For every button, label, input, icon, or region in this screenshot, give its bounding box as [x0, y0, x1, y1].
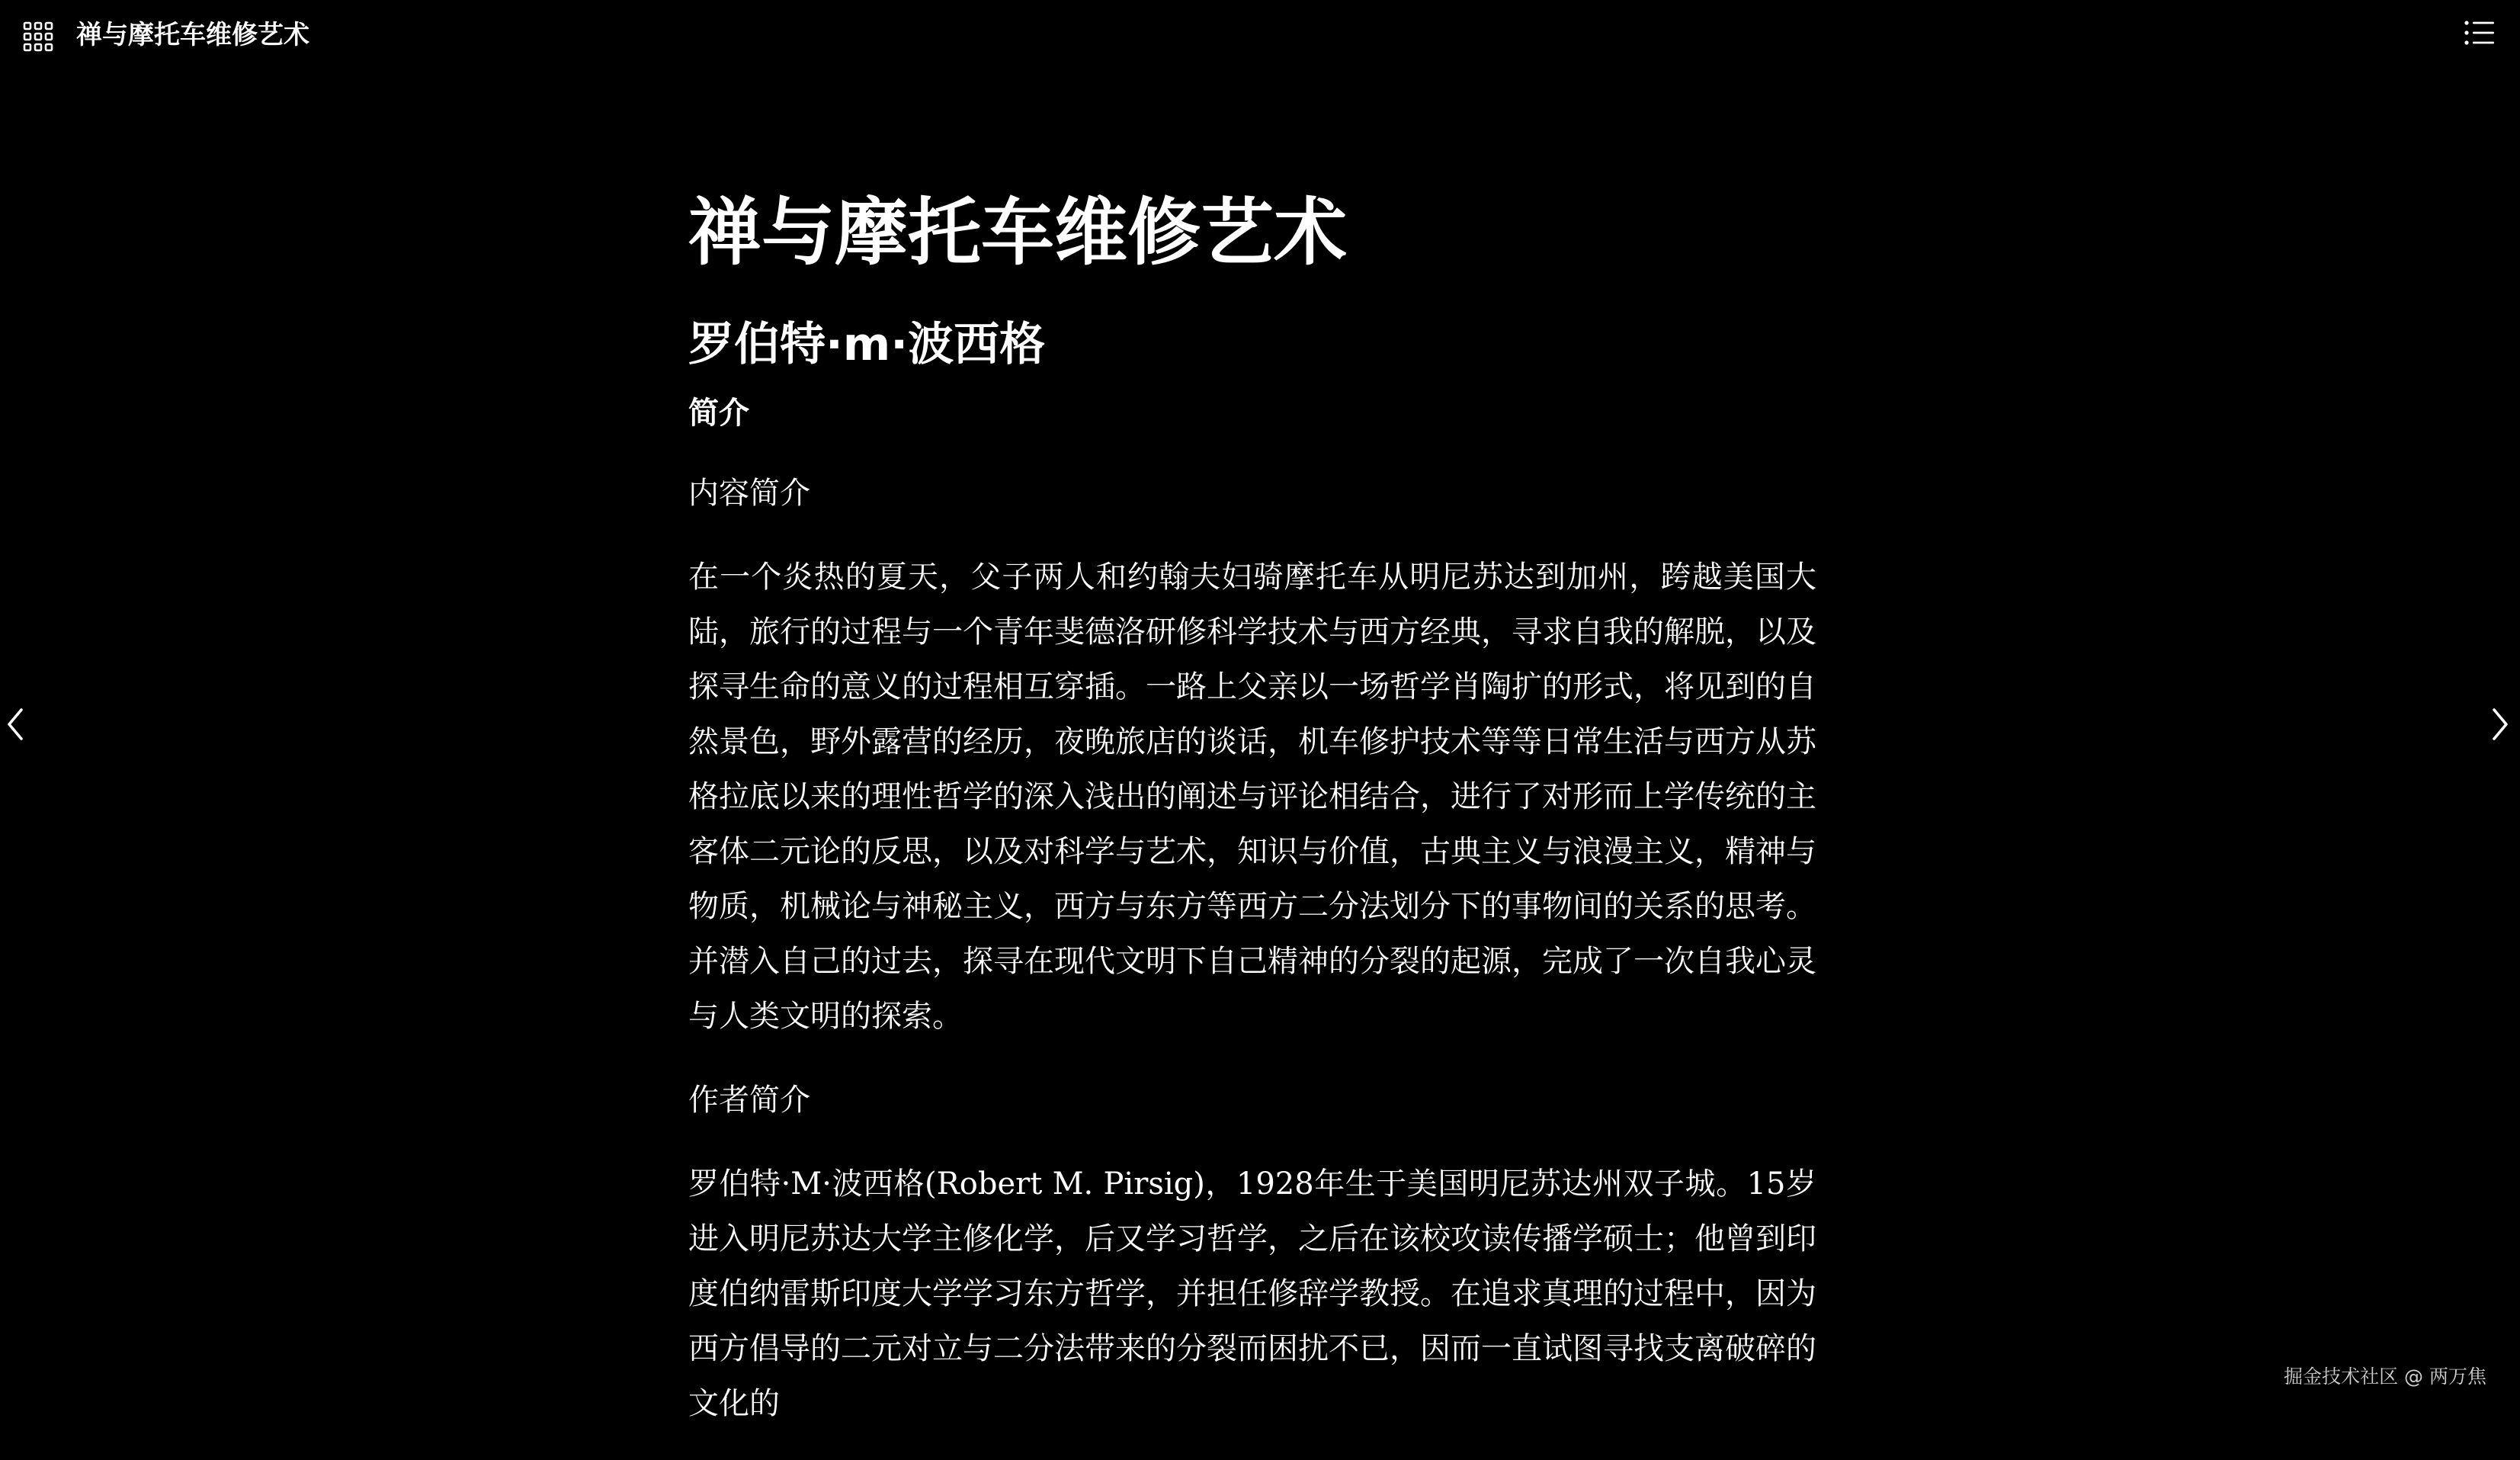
- grid-icon[interactable]: [23, 21, 53, 52]
- app-title: 禅与摩托车维修艺术: [76, 15, 309, 55]
- content-intro-heading: 内容简介: [688, 466, 1816, 521]
- author-intro-paragraph: 罗伯特·M·波西格(Robert M. Pirsig)，1928年生于美国明尼苏达州双子城。15岁进入明尼苏达大学主修化学，后又学习哲学，之后在该校攻读传播学硕士；他曾到印度伯纳雷斯印度大学学习东方哲学，并担任修辞学教授。在追求真理的过程中，因为西方倡导的二元对立与二分法带来的分裂而困扰不已，因而一直试图寻找支离破碎的文化的: [688, 1157, 1816, 1431]
- content-intro-paragraph: 在一个炎热的夏天，父子两人和约翰夫妇骑摩托车从明尼苏达到加州，跨越美国大陆，旅行的过程与一个青年斐德洛研修科学技术与西方经典，寻求自我的解脱，以及探寻生命的意义的过程相互穿插。一路上父亲以一场哲学肖陶扩的形式，将见到的自然景色，野外露营的经历，夜晚旅店的谈话，机车修护技术等等日常生活与西方从苏格拉底以来的理性哲学的深入浅出的阐述与评论相结合，进行了对形而上学传统的主客体二元论的反思，以及对科学与艺术，知识与价值，古典主义与浪漫主义，精神与物质，机械论与神秘主义，西方与东方等西方二分法划分下的事物间的关系的思考。并潜入自己的过去，探寻在现代文明下自己精神的分裂的起源，完成了一次自我心灵与人类文明的探索。: [688, 550, 1816, 1044]
- section-label: 简介: [688, 387, 1816, 440]
- top-bar: [0, 0, 2520, 69]
- author-intro-heading: 作者简介: [688, 1073, 1816, 1128]
- book-title: 禅与摩托车维修艺术: [688, 172, 1816, 294]
- chevron-left-icon[interactable]: [5, 705, 27, 743]
- book-author: 罗伯特·m·波西格: [688, 303, 1816, 387]
- chevron-right-icon[interactable]: [2488, 705, 2511, 743]
- footer-credit: 掘金技术社区 @ 两万焦: [2284, 1362, 2486, 1389]
- list-icon[interactable]: [2464, 18, 2496, 47]
- reader-content: [688, 172, 1816, 1460]
